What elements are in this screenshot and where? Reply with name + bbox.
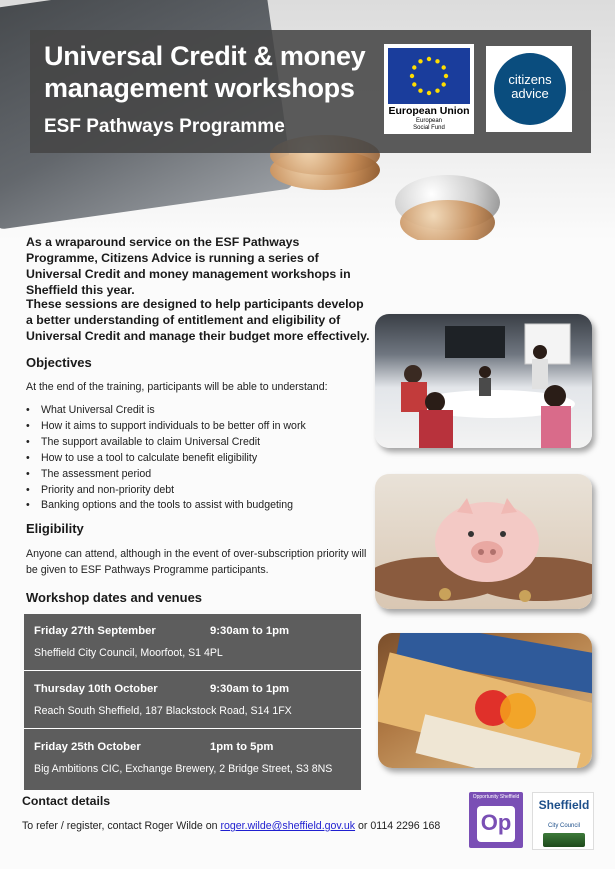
eu-star-icon — [442, 65, 446, 69]
workshop-time: 1pm to 5pm — [210, 741, 274, 753]
workshop-meeting-photo — [375, 314, 592, 448]
contact-text: To refer / register, contact Roger Wilde on roger.wilde@sheffield.gov.uk or 0114 2296 168 — [22, 820, 441, 832]
eu-logo-sub: European Social Fund — [413, 118, 445, 131]
eu-star-icon — [410, 74, 414, 78]
workshop-venue: Reach South Sheffield, 187 Blackstock Road, S14 1FX — [34, 705, 292, 717]
citizens-advice-logo — [486, 46, 572, 132]
objectives-heading: Objectives — [26, 355, 92, 370]
table-row — [24, 672, 361, 729]
citizens-advice-logo-text: citizens advice — [508, 72, 552, 101]
coin-image — [400, 200, 495, 240]
eu-star-icon — [444, 74, 448, 78]
eu-star-icon — [435, 59, 439, 63]
eligibility-heading: Eligibility — [26, 521, 84, 536]
op-logo-mark: Op — [480, 810, 512, 835]
eu-star-icon — [442, 82, 446, 86]
sheffield-city-council-logo — [532, 792, 594, 850]
objectives-lead: At the end of the training, participants will be able to understand: — [26, 381, 328, 393]
page-title: Universal Credit & money management workshops — [44, 41, 366, 103]
sheffield-logo-name: Sheffield — [538, 798, 590, 812]
eu-star-icon — [418, 89, 422, 93]
contact-email-link[interactable]: roger.wilde@sheffield.gov.uk — [220, 820, 356, 832]
page-subtitle: ESF Pathways Programme — [44, 116, 285, 137]
city-skyline-icon — [543, 833, 585, 847]
workshop-venue: Sheffield City Council, Moorfoot, S1 4PL — [34, 647, 223, 659]
opportunity-sheffield-logo — [469, 792, 523, 848]
table-row — [24, 730, 361, 787]
eu-logo-name: European Union — [388, 105, 470, 117]
meeting-scene-icon — [375, 314, 592, 448]
sheffield-logo-sub: City Council — [547, 823, 580, 829]
objectives-list — [26, 403, 376, 514]
list-item: • The assessment period — [26, 467, 152, 480]
credit-cards-photo — [378, 633, 592, 768]
eu-star-icon — [412, 82, 416, 86]
eligibility-text: Anyone can attend, although in the event of over-subscription priority will be given to ESF Pathways Programme participants. — [26, 548, 367, 576]
eu-star-icon — [427, 91, 431, 95]
intro-paragraph: As a wraparound service on the ESF Pathways Programme, Citizens Advice is running a series of Universal Credit and money management workshops in Sheffield this year. — [26, 235, 351, 297]
list-item: • How to use a tool to calculate benefit eligibility — [26, 451, 258, 464]
list-item: • Banking options and the tools to assist with budgeting — [26, 499, 294, 512]
eu-flag-icon — [388, 48, 470, 104]
eu-logo — [384, 44, 474, 134]
op-logo-caption: Opportunity Sheffield — [472, 794, 520, 800]
eu-stars-icon — [388, 48, 470, 104]
eu-star-icon — [418, 59, 422, 63]
workshops-heading: Workshop dates and venues — [26, 590, 203, 605]
credit-card-icon — [378, 633, 592, 768]
piggy-bank-icon — [375, 474, 592, 609]
intro-paragraph-2: These sessions are designed to help participants develop a better understanding of entitlement and eligibility of Universal Credit and manage their budget more effectively. — [26, 297, 370, 343]
eu-star-icon — [435, 89, 439, 93]
workshop-date: Friday 27th September — [34, 625, 156, 637]
eu-star-icon — [427, 57, 431, 61]
table-row — [24, 614, 361, 671]
workshop-date: Friday 25th October — [34, 741, 141, 753]
workshop-time: 9:30am to 1pm — [210, 625, 290, 637]
list-item: • How it aims to support individuals to be better off in work — [26, 419, 306, 432]
workshop-schedule-table — [24, 614, 361, 790]
piggy-bank-photo — [375, 474, 592, 609]
list-item: • The support available to claim Universal Credit — [26, 435, 261, 448]
workshop-venue: Big Ambitions CIC, Exchange Brewery, 2 Bridge Street, S3 8NS — [34, 763, 333, 775]
workshop-date: Thursday 10th October — [34, 683, 158, 695]
contact-heading: Contact details — [22, 794, 111, 808]
workshop-time: 9:30am to 1pm — [210, 683, 290, 695]
eu-star-icon — [412, 65, 416, 69]
list-item: • What Universal Credit is — [26, 404, 155, 416]
list-item: • Priority and non-priority debt — [26, 483, 175, 496]
